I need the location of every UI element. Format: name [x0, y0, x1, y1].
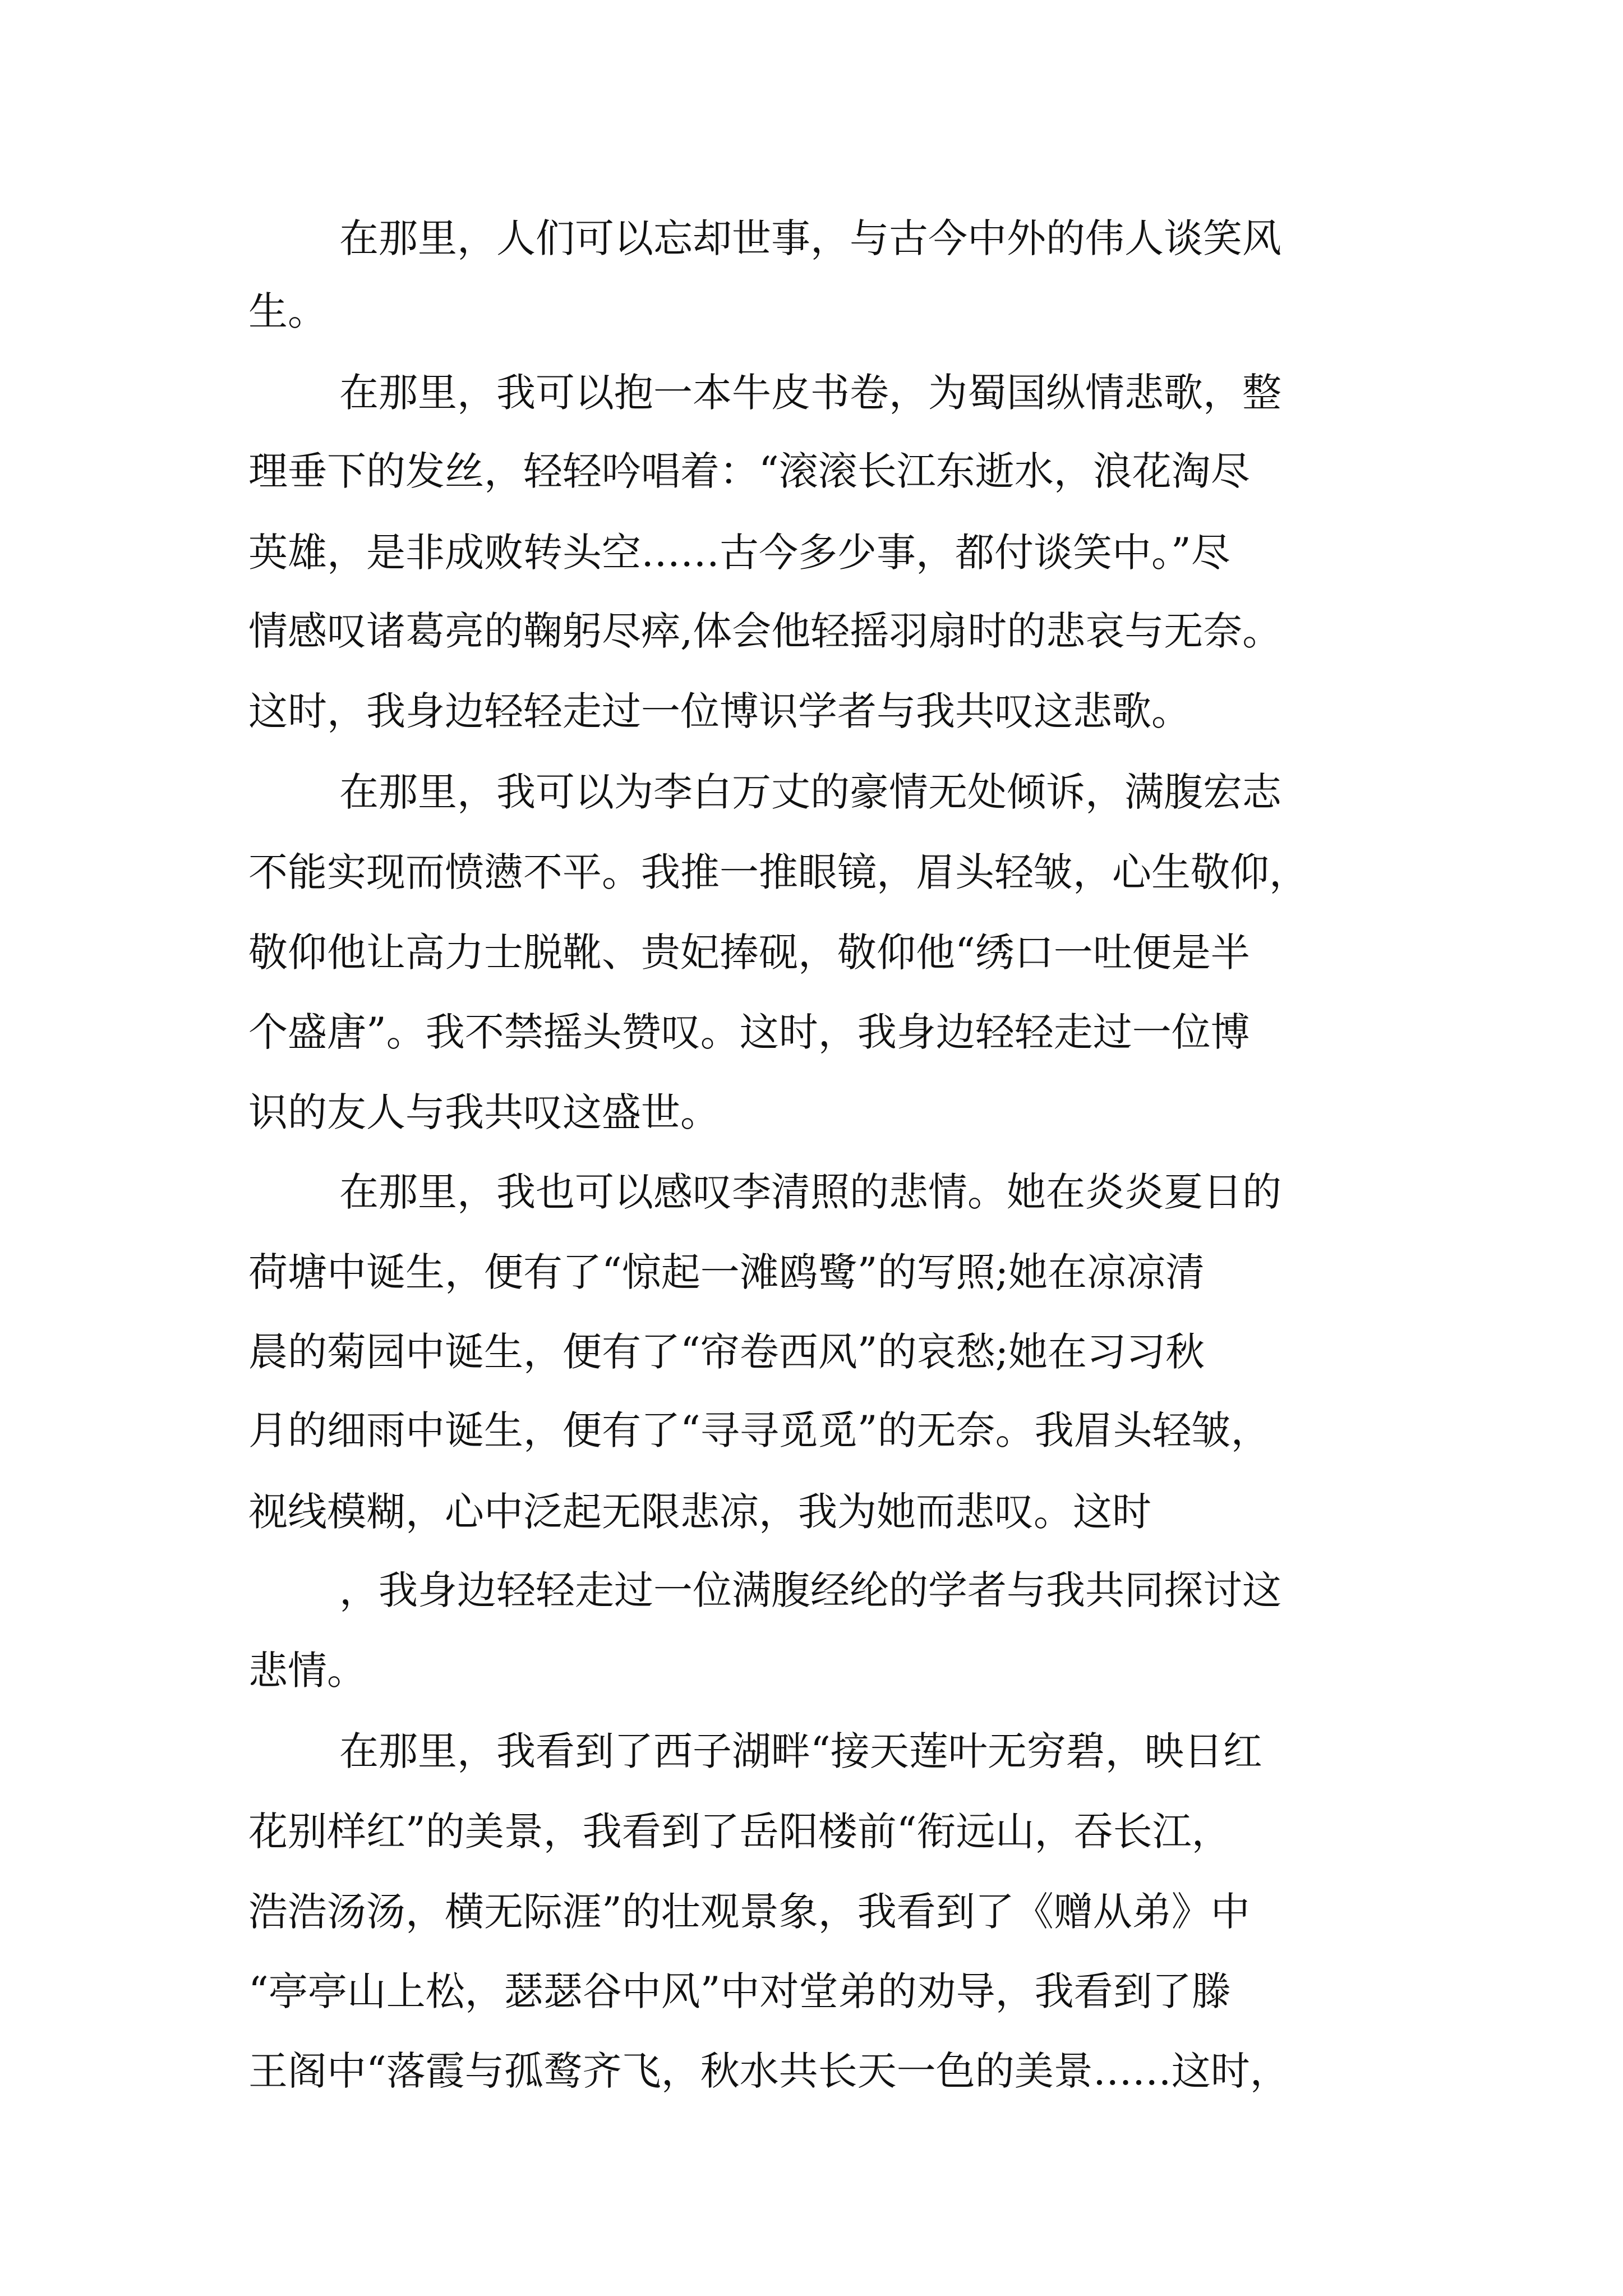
text-line: 识的友人与我共叹这盛世。	[248, 1089, 720, 1135]
text-line: 在那里，我也可以感叹李清照的悲情。她在炎炎夏日的	[339, 1169, 1281, 1215]
text-line: 在那里，人们可以忘却世事，与古今中外的伟人谈笑风	[339, 215, 1281, 261]
text-line: 情感叹诸葛亮的鞠躬尽瘁,体会他轻摇羽扇时的悲哀与无奈。	[248, 608, 1282, 654]
text-line: 悲情。	[248, 1648, 366, 1694]
text-line: “亭亭山上松，瑟瑟谷中风”中对堂弟的劝导，我看到了滕	[248, 1968, 1231, 2014]
text-line: 英雄，是非成败转头空……古今多少事，都付谈笑中。”尽	[248, 530, 1230, 576]
text-line: 荷塘中诞生，便有了“惊起一滩鸥鹭”的写照;她在凉凉清	[248, 1249, 1205, 1295]
text-line: 视线模糊，心中泛起无限悲凉，我为她而悲叹。这时	[248, 1489, 1151, 1535]
text-line: 月的细雨中诞生，便有了“寻寻觅觅”的无奈。我眉头轻皱，	[248, 1407, 1270, 1453]
text-line: 浩浩汤汤，横无际涯”的壮观景象，我看到了《赠从弟》中	[248, 1889, 1250, 1935]
text-line: 在那里，我可以抱一本牛皮书卷，为蜀国纵情悲歌，整	[339, 370, 1281, 416]
text-line: 在那里，我可以为李白万丈的豪情无处倾诉，满腹宏志	[339, 769, 1281, 815]
text-line: 生。	[248, 288, 327, 334]
text-line: 不能实现而愤懑不平。我推一推眼镜，眉头轻皱，心生敬仰，	[248, 849, 1308, 895]
text-line: 在那里，我看到了西子湖畔“接天莲叶无穷碧，映日红	[339, 1728, 1262, 1774]
text-line: 这时，我身边轻轻走过一位博识学者与我共叹这悲歌。	[248, 688, 1191, 734]
text-line: 个盛唐”。我不禁摇头赞叹。这时，我身边轻轻走过一位博	[248, 1009, 1250, 1055]
text-line: 敬仰他让高力士脱靴、贵妃捧砚，敬仰他“绣口一吐便是半	[248, 930, 1250, 976]
text-line: 理垂下的发丝，轻轻吟唱着：“滚滚长江东逝水，浪花淘尽	[248, 448, 1250, 494]
text-line: ，我身边轻轻走过一位满腹经纶的学者与我共同探讨这	[339, 1567, 1281, 1613]
text-line: 王阁中“落霞与孤鹜齐飞，秋水共长天一色的美景……这时，	[248, 2048, 1289, 2094]
text-line: 花别样红”的美景，我看到了岳阳楼前“衔远山，吞长江，	[248, 1809, 1231, 1855]
text-line: 晨的菊园中诞生，便有了“帘卷西风”的哀愁;她在习习秋	[248, 1329, 1205, 1375]
